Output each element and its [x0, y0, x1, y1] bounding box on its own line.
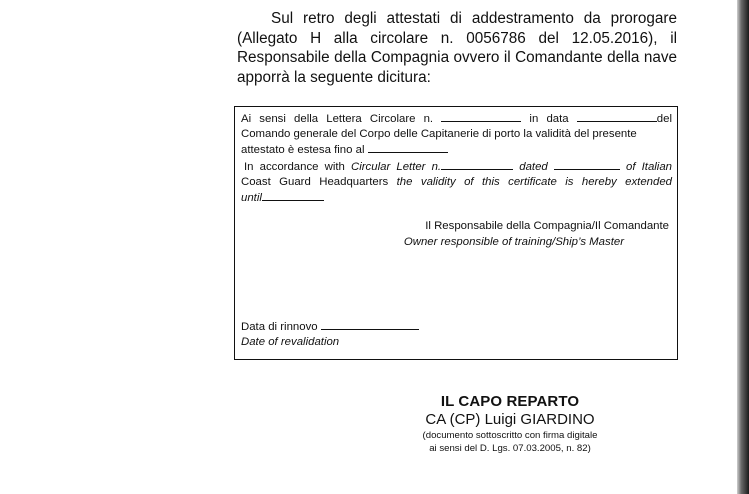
accordance-label: In accordance with — [244, 160, 345, 173]
until-label: until — [241, 192, 262, 205]
en-line-2 — [241, 175, 672, 190]
renewal-en: Date of revalidation — [241, 336, 340, 348]
del-label: del — [656, 113, 672, 125]
intro-line-2: (Allegato H alla circolare n. 0056786 del 12.05.2016), il — [237, 29, 677, 47]
it-line-2: Comando generale del Corpo delle Capitanerie di porto la validità del presente — [241, 128, 637, 141]
coast-guard-label: Coast Guard Headquarters — [241, 175, 389, 188]
it-line-1 — [241, 111, 672, 127]
until-blank — [262, 190, 324, 201]
renewal-block — [241, 319, 419, 350]
circular-label: Ai sensi della Lettera Circolare n. — [241, 113, 434, 125]
page-edge-shadow — [737, 0, 749, 494]
signature-block — [400, 393, 620, 454]
signer-role: IL CAPO REPARTO — [440, 393, 580, 410]
en-date-blank — [554, 159, 620, 170]
circular-number-blank — [441, 111, 521, 122]
renewal-label: Data di rinnovo — [241, 321, 318, 333]
intro-line-3: Responsabile della Compagnia ovvero il Comandante della nave — [237, 49, 677, 66]
italian-label: of Italian — [626, 160, 673, 173]
responsible-block — [404, 218, 669, 250]
extended-until-label: attestato è estesa fino al — [241, 144, 365, 157]
renewal-it-line — [241, 319, 419, 335]
endorsement-box — [234, 106, 678, 360]
endorsement-text — [241, 111, 672, 206]
signer-name: CA (CP) Luigi GIARDINO — [425, 411, 595, 428]
dated-label: dated — [519, 160, 548, 173]
circular-date-blank — [577, 111, 657, 122]
intro-line-1: Sul retro degli attestati di addestramento da prorogare — [271, 10, 677, 27]
digital-signature-note-2: ai sensi del D. Lgs. 07.03.2005, n. 82) — [429, 442, 591, 454]
it-line-3 — [241, 142, 672, 158]
circular-letter-label: Circular Letter n. — [351, 160, 442, 173]
date-label: in data — [529, 113, 569, 125]
intro-paragraph — [237, 9, 677, 87]
responsible-en: Owner responsible of training/Ship’s Master — [403, 236, 624, 248]
intro-line-4: apporrà la seguente dicitura: — [237, 68, 431, 86]
en-number-blank — [441, 159, 513, 170]
responsible-it: Il Responsabile della Compagnia/Il Comandante — [425, 220, 669, 232]
en-line-3 — [241, 190, 672, 206]
digital-signature-note-1: (documento sottoscritto con firma digitale — [422, 430, 598, 441]
extended-until-blank — [368, 142, 448, 153]
renewal-date-blank — [321, 319, 419, 330]
en-line-1 — [241, 159, 672, 175]
validity-label: the validity of this certificate is hereby extended — [396, 175, 672, 188]
